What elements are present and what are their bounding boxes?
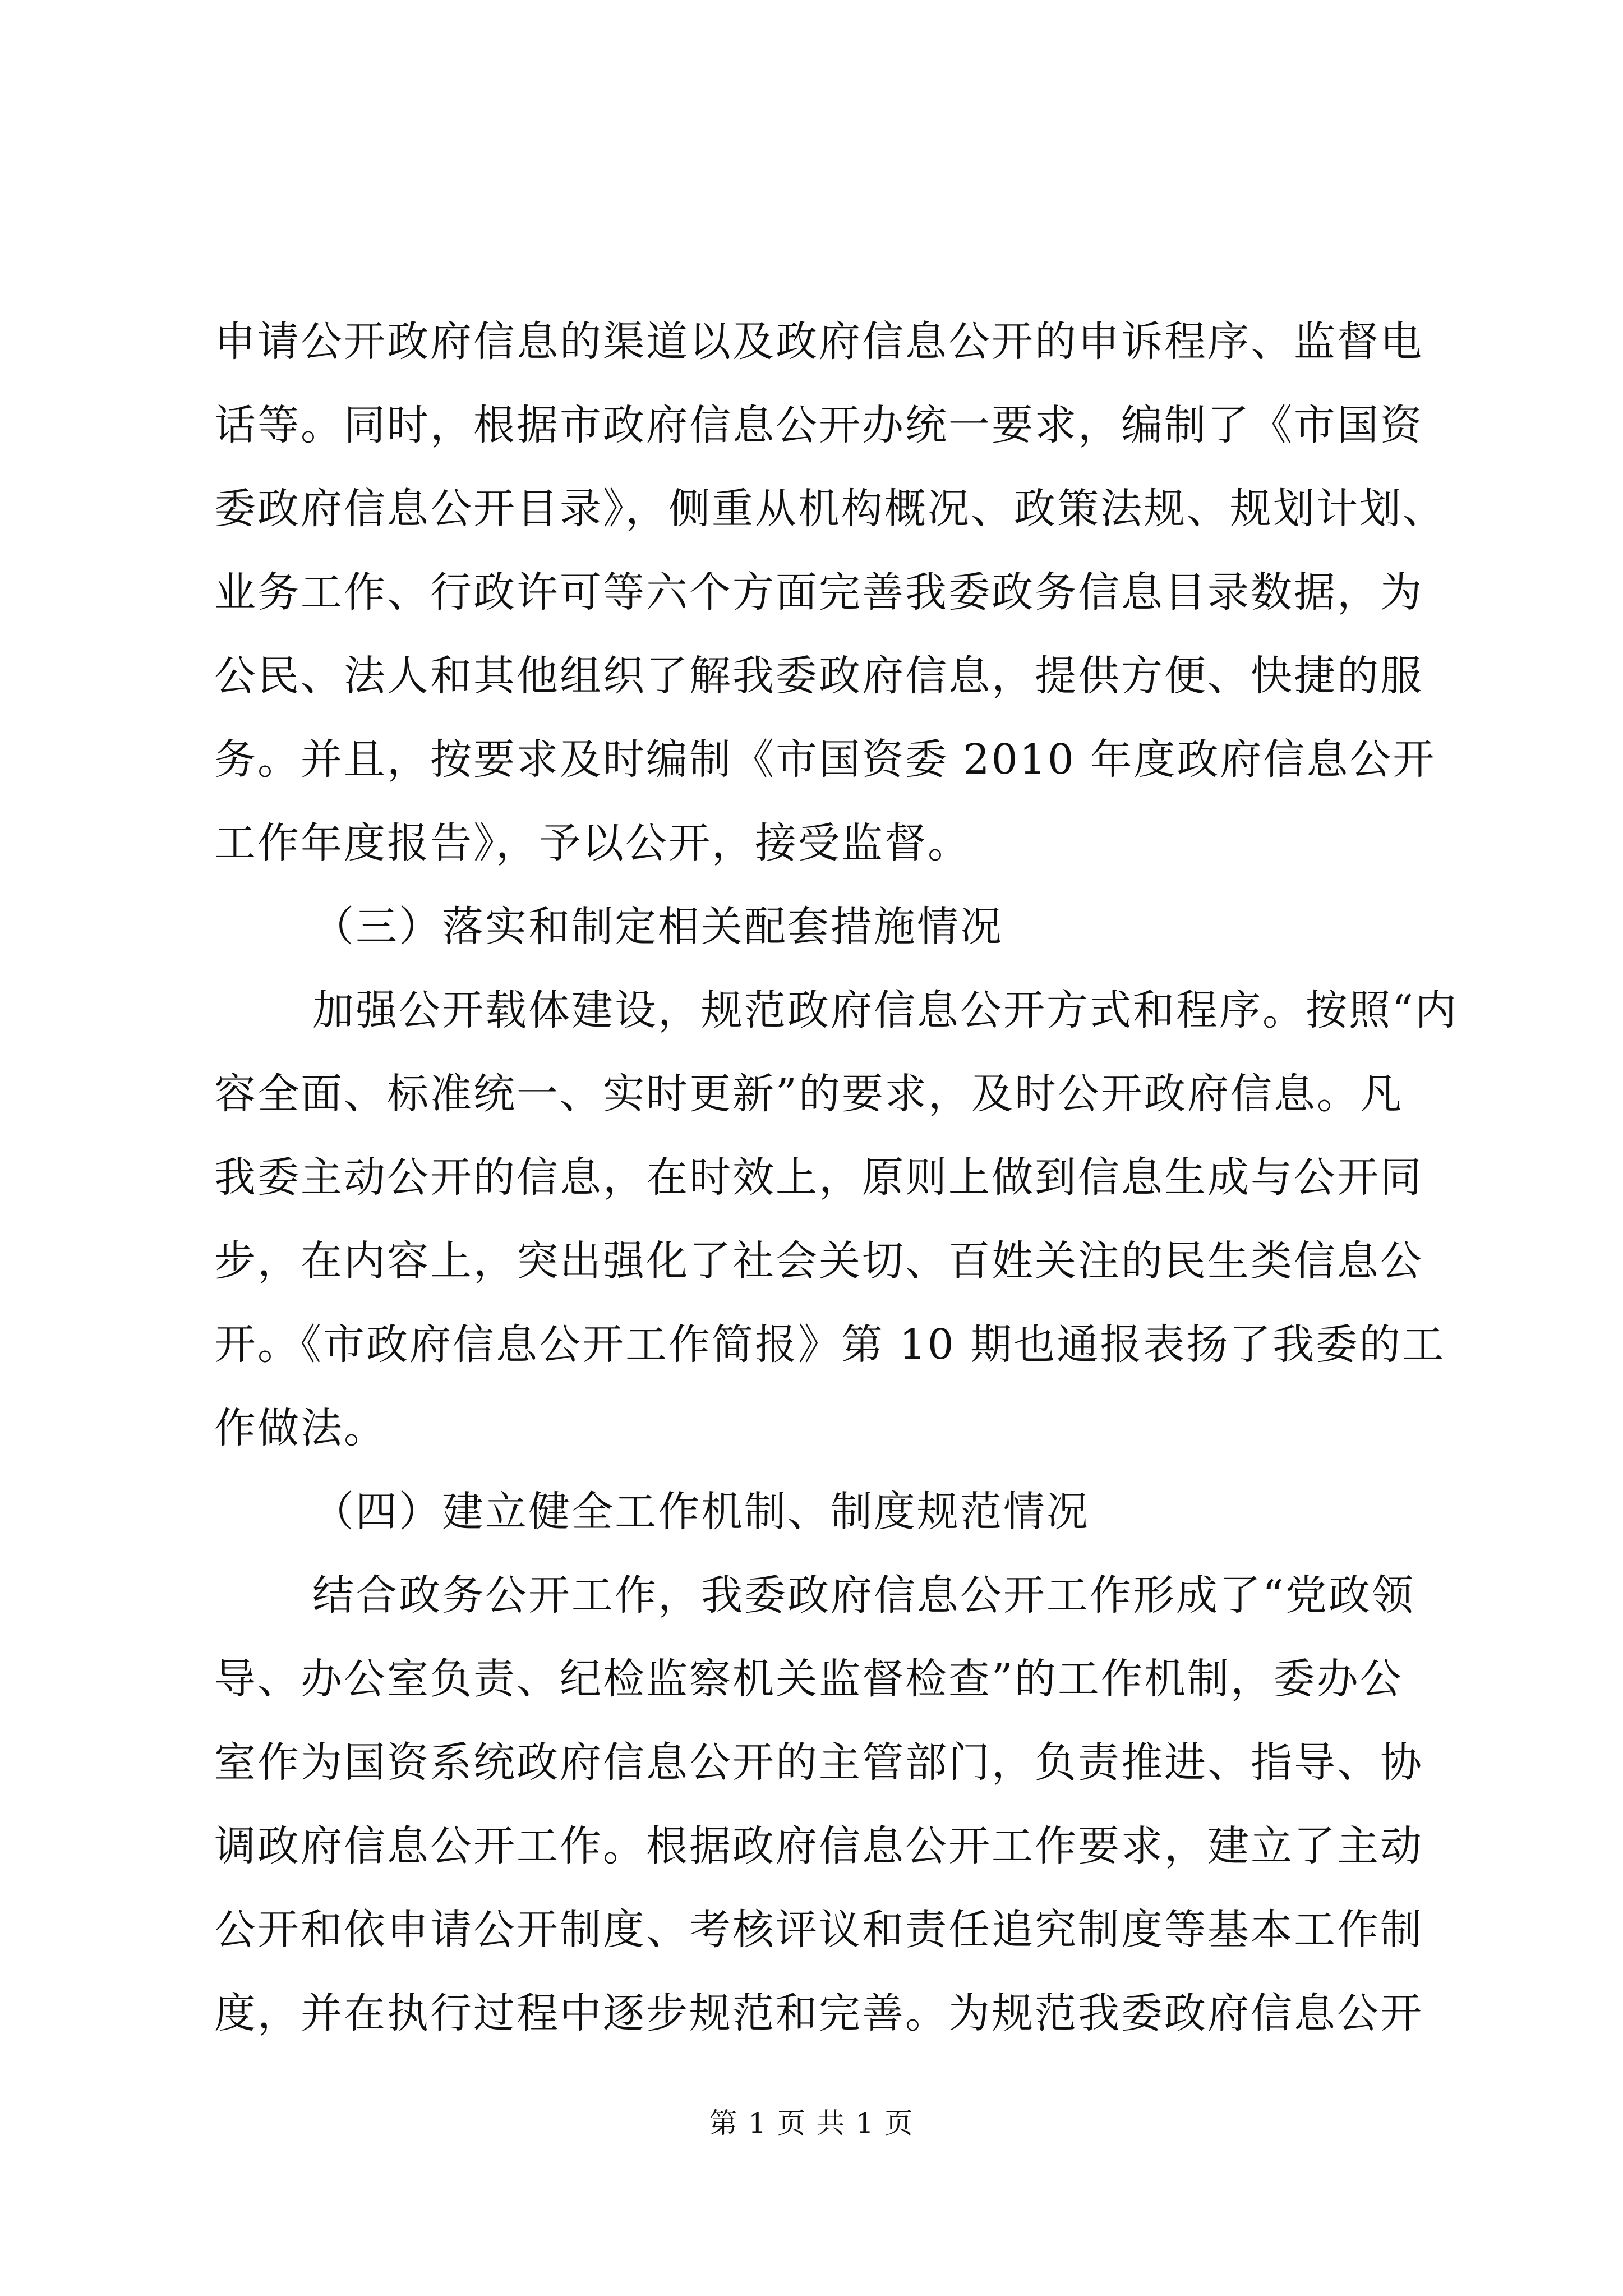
text-line: 公开和依申请公开制度、考核评议和责任追究制度等基本工作制 xyxy=(214,1906,1423,1954)
paragraph-start: 结合政务公开工作，我委政府信息公开工作形成了“党政领 xyxy=(312,1571,1415,1619)
text-line: 室作为国资系统政府信息公开的主管部门，负责推进、指导、协 xyxy=(214,1738,1423,1787)
section-heading-3: （三）落实和制定相关配套措施情况 xyxy=(312,903,1003,951)
page-footer: 第 1 页 共 1 页 xyxy=(709,2107,914,2139)
text-line: 我委主动公开的信息，在时效上，原则上做到信息生成与公开同 xyxy=(214,1153,1423,1202)
text-line: 公民、法人和其他组织了解我委政府信息，提供方便、快捷的服 xyxy=(214,652,1423,700)
text-line: 务。并且，按要求及时编制《市国资委 2010 年度政府信息公开 xyxy=(214,735,1436,784)
text-line: 导、办公室负责、纪检监察机关监督检查”的工作机制，委办公 xyxy=(214,1655,1403,1703)
text-line: 度，并在执行过程中逐步规范和完善。为规范我委政府信息公开 xyxy=(214,1989,1423,2037)
text-line: 容全面、标准统一、实时更新”的要求，及时公开政府信息。凡 xyxy=(214,1070,1403,1118)
text-line: 申请公开政府信息的渠道以及政府信息公开的申诉程序、监督电 xyxy=(214,318,1423,366)
text-line: 话等。同时，根据市政府信息公开办统一要求，编制了《市国资 xyxy=(214,401,1423,449)
text-line: 委政府信息公开目录》，侧重从机构概况、政策法规、规划计划、 xyxy=(214,485,1446,533)
section-heading-4: （四）建立健全工作机制、制度规范情况 xyxy=(312,1488,1090,1536)
text-line: 步，在内容上，突出强化了社会关切、百姓关注的民生类信息公 xyxy=(214,1237,1423,1285)
text-line: 业务工作、行政许可等六个方面完善我委政务信息目录数据，为 xyxy=(214,568,1423,616)
text-line: 作做法。 xyxy=(214,1404,387,1452)
text-line: 开。《市政府信息公开工作简报》第 10 期也通报表扬了我委的工 xyxy=(214,1320,1446,1369)
document-body xyxy=(214,300,1458,2055)
text-line: 工作年度报告》，予以公开，接受监督。 xyxy=(214,819,971,867)
paragraph-start: 加强公开载体建设，规范政府信息公开方式和程序。按照“内 xyxy=(312,986,1458,1034)
text-line: 调政府信息公开工作。根据政府信息公开工作要求，建立了主动 xyxy=(214,1822,1423,1870)
